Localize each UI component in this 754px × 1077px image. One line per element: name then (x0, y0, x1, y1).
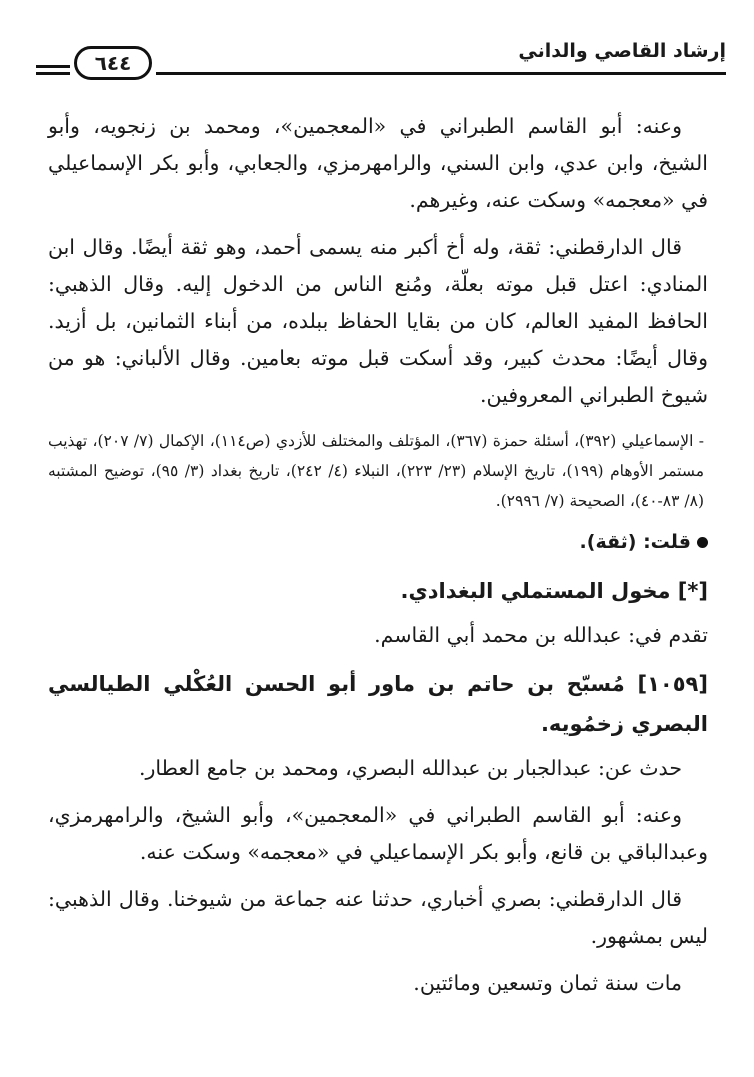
page-body (48, 108, 708, 1012)
narrated-by: وعنه: أبو القاسم الطبراني في «المعجمين»، وأبو الشيخ، والرامهرمزي، وعبدالباقي بن قانع، وأبو بكر الإسماعيلي في «معجمه» وسكت عنه. (48, 803, 708, 864)
entry-heading-star: [*] مخول المستملي البغدادي. (400, 579, 708, 603)
header-rule-left-bottom (36, 72, 70, 75)
running-title: إرشاد القاصي والداني (518, 40, 726, 62)
header-rule (156, 72, 726, 75)
bullet-icon (697, 537, 708, 548)
header-rule-left-top (36, 65, 70, 68)
entry-heading-1059: [١٠٥٩] مُسبّح بن حاتم بن ماور أبو الحسن العُكْلي الطيالسي البصري زخمُويه. (48, 672, 708, 736)
verdict-line (48, 524, 708, 561)
grading-paragraph: قال الدارقطني: ثقة، وله أخ أكبر منه يسمى أحمد، وهو ثقة أيضًا. وقال ابن المنادي: اعتل قبل موته بعلّة، ومُنع الناس من الدخول إليه. وقال الذهبي: الحافظ المفيد العالم، كان من بقايا الحفاظ ببلده، من أبناء الثمانين، بل أزيد. وقال أيضًا: محدث كبير، وقد أسكت قبل موته بعامين. وقال الألباني: هو من شيوخ الطبراني المعروفين. (48, 235, 708, 407)
narrated-from: حدث عن: عبدالجبار بن عبدالله البصري، ومحمد بن جامع العطار. (138, 756, 682, 780)
narrators-paragraph: وعنه: أبو القاسم الطبراني في «المعجمين»، ومحمد بن زنجويه، وأبو الشيخ، وابن عدي، وابن السني، والرامهرمزي، والجعابي، وأبو بكر الإسماعيلي في «معجمه» وسكت عنه، وغيرهم. (48, 114, 708, 212)
death-date: مات سنة ثمان وتسعين ومائتين. (413, 971, 682, 995)
sources-footnote: - الإسماعيلي (٣٩٢)، أسئلة حمزة (٣٦٧)، المؤتلف والمختلف للأزدي (ص١١٤)، الإكمال (٧/ ٢٠٧)، تهذيب مستمر الأوهام (١٩٩)، تاريخ الإسلام (٢٣/ ٢٢٣)، النبلاء (٤/ ٢٤٢)، تاريخ بغداد (٣/ ٩٥)، توضيح المشتبه (٨/ ٨٣-٤٠)، الصحيحة (٧/ ٢٩٩٦). (48, 432, 705, 510)
cross-reference: تقدم في: عبدالله بن محمد أبي القاسم. (374, 623, 708, 647)
verdict-text: قلت: (ثقة). (579, 531, 691, 553)
entry-grading: قال الدارقطني: بصري أخباري، حدثنا عنه جماعة من شيوخنا. وقال الذهبي: ليس بمشهور. (48, 887, 708, 948)
page-number: ٦٤٤ (74, 46, 152, 80)
page-header (36, 38, 726, 84)
